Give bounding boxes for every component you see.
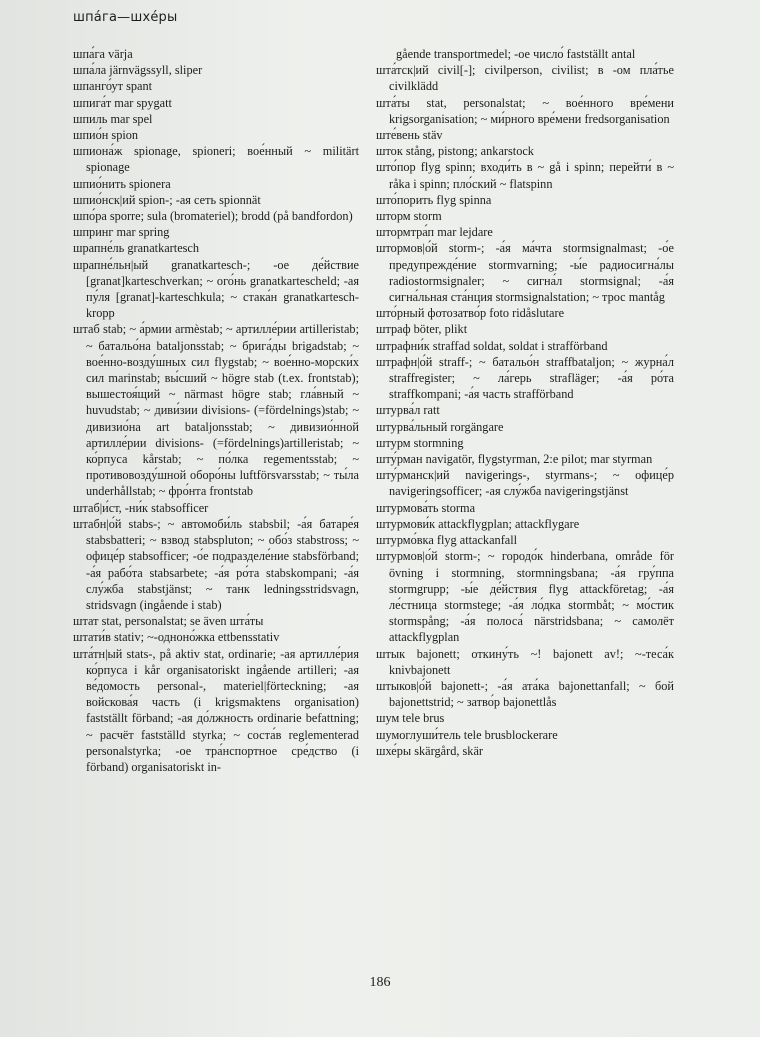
dictionary-entry: штормов|о́й storm-; -а́я ма́чта stormsignalmast; -о́е предупрежде́ние stormvarning; -ы́е радиосигна́лы radiostormsignaler; ~ сигна́л stormsignal; -а́я сигна́льная ста́нция stormsignalstation; ~ трос mantåg xyxy=(376,241,674,305)
dictionary-entry: штормтра́п mar lejdare xyxy=(376,225,493,240)
dictionary-entry: штабн|о́й stabs-; ~ автомоби́ль stabsbil; -а́я батаре́я stabsbatteri; ~ взвод stabspluton; ~ обо́з stabstross; ~ офице́р stabsofficer; -о́е подразделе́ние stabsförband; -а́я рабо́та stabsarbete; -а́я ро́та stabskompani; -а́я слу́жба stabstjänst; ~ танк ledningsstridsvagn, stridsvagn (ingående i stab) xyxy=(73,516,359,612)
dictionary-entry: шум tele brus xyxy=(376,711,445,726)
dictionary-entry: штурва́льный rorgängare xyxy=(376,419,504,434)
dictionary-entry: шпринг mar spring xyxy=(73,225,170,240)
dictionary-entry: шпио́нить spionera xyxy=(73,176,171,191)
dictionary-entry: шпио́нск|ий spion-; -ая сеть spionnät xyxy=(73,192,261,207)
page-number: 186 xyxy=(369,975,391,990)
right-column xyxy=(376,46,674,759)
dictionary-entry: шпанго́ут spant xyxy=(73,79,153,94)
dictionary-entry: шпига́т mar spygatt xyxy=(73,95,172,110)
dictionary-entry: шпиона́ж spionage, spioneri; вое́нный ~ militärt spionage xyxy=(73,144,359,175)
dictionary-entry: штык bajonett; откину́ть ~! bajonett av!; ~-теса́к knivbajonett xyxy=(376,646,674,677)
dictionary-entry: штат stat, personalstat; se även шта́ты xyxy=(73,614,264,629)
running-head: шпа́га—шхе́ры xyxy=(73,10,178,25)
dictionary-entry: штурва́л ratt xyxy=(376,403,440,418)
dictionary-entry: шту́рманск|ий navigerings-, styrmans-; ~ офице́р navigeringsofficer; -ая слу́жба navigeringstjänst xyxy=(376,468,674,499)
dictionary-entry: штурмова́ть storma xyxy=(376,500,476,515)
dictionary-entry: шумоглуши́тель tele brusblockerare xyxy=(376,727,558,742)
dictionary-entry: шта́тск|ий civil[-]; civilperson, civilist; в -ом пла́тье civilklädd xyxy=(376,63,674,94)
dictionary-entry: шта́тн|ый stats-, på aktiv stat, ordinarie; -ая артилле́рия ко́рпуса i kår organisatoriskt ingående artilleri; -ая ве́домость personal-, materiel|förteckning; -ая войскова́я часть (i krigsmaktens organisation) fastställt förband; -ая до́лжность ordinarie befattning; ~ расчёт fastställd styrka; ~ соста́в reglementerad personalstyrka; -ое тра́нспортное сре́дство (i förband) organisatoriskt in- xyxy=(73,646,359,774)
dictionary-entry: штати́в stativ; ~-одноно́жка ettbensstativ xyxy=(73,630,280,645)
dictionary-entry: штурмо́вка flyg attackanfall xyxy=(376,533,518,548)
dictionary-entry: шта́ты stat, personalstat; ~ вое́нного вре́мени krigsorganisation; ~ ми́рного вре́мени fredsorganisation xyxy=(376,95,674,126)
dictionary-entry: шпиль mar spel xyxy=(73,111,153,126)
dictionary-entry: шпо́ра sporre; sula (bromateriel); brodd (på bandfordon) xyxy=(73,209,353,224)
dictionary-entry: шток stång, pistong; ankarstock xyxy=(376,144,534,159)
dictionary-entry: штурмови́к attackflygplan; attackflygare xyxy=(376,516,580,531)
dictionary-entry: шпио́н spion xyxy=(73,128,139,143)
dictionary-entry: штаб|и́ст, -ни́к stabsofficer xyxy=(73,500,209,515)
dictionary-entry: штурм stormning xyxy=(376,435,464,450)
dictionary-entry: шрапне́ль granatkartesch xyxy=(73,241,200,256)
dictionary-entry: шхе́ры skärgård, skär xyxy=(376,743,484,758)
continued-entry: gående transportmedel; -ое число́ fastställt antal xyxy=(396,47,636,61)
dictionary-entry: ште́вень stäv xyxy=(376,128,443,143)
dictionary-entry: шторм storm xyxy=(376,209,442,224)
dictionary-entry: што́пор flyg spinn; входи́ть в ~ gå i spinn; перейти́ в ~ råka i spinn; пло́ский ~ flatspinn xyxy=(376,160,674,191)
dictionary-entry: штрафни́к straffad soldat, soldat i strafförband xyxy=(376,338,608,353)
left-column xyxy=(73,46,359,775)
dictionary-entry: штаб stab; ~ а́рмии armèstab; ~ артилле́рии artilleristab; ~ батальо́на bataljonsstab; ~ брига́ды brigadstab; ~ вое́нно-возду́шных сил flygstab; ~ вое́нно-морски́х сил marinstab; вы́сший ~ högre stab (t.ex. frontstab); вышестоя́щий ~ närmast högre stab; гла́вный ~ huvudstab; ~ диви́зии divisions- (=fördelnings)stab; ~ дивизио́на art bataljonsstab; ~ дивизио́нной артилле́рии divisions- (=fördelnings)artilleristab; ~ ко́рпуса kårstab; ~ по́лка regementsstab; ~ противовозду́шной оборо́ны luftförsvarsstab; ~ ты́ла underhållstab; ~ фро́нта frontstab xyxy=(73,322,359,499)
dictionary-entry: штыков|о́й bajonett-; -а́я ата́ка bajonettanfall; ~ бой bajonettstrid; ~ затво́р bajonettlås xyxy=(376,678,674,710)
dictionary-entry: шту́рман navigatör, flygstyrman, 2:e pilot; mar styrman xyxy=(376,452,653,467)
dictionary-entry: штраф böter, plikt xyxy=(376,322,468,337)
dictionary-entry: шрапне́льн|ый granatkartesch-; -ое де́йствие [granat]karteschverkan; ~ ого́нь granatkartescheld; -ая пу́ля [granat]-karteschkula; ~ стака́н granatkartesch-kropp xyxy=(73,257,359,321)
dictionary-entry: штурмов|о́й storm-; ~ городо́к hinderbana, område för övning i stormning, stormningsbana; -а́я гру́ппа stormgrupp; -ы́е де́йствия flyg attackföretag; -а́я ле́стница stormstege; -а́я ло́дка stormbåt; ~ мо́стик stormspång; -а́я полоса́ närstridsbana; ~ самолёт attackflygplan xyxy=(376,549,674,645)
dictionary-entry: што́рный фотозатво́р foto ridåslutare xyxy=(376,306,565,321)
dictionary-entry: шпа́га värja xyxy=(73,47,133,61)
dictionary-entry: штрафн|о́й straff-; ~ батальо́н straffbataljon; ~ журна́л straffregister; ~ ла́герь strafläger; -а́я ро́та straffkompani; -а́я часть strafförband xyxy=(376,354,674,402)
dictionary-entry: шпа́ла järnvägssyll, sliper xyxy=(73,63,203,78)
dictionary-entry: што́порить flyg spinna xyxy=(376,192,492,207)
